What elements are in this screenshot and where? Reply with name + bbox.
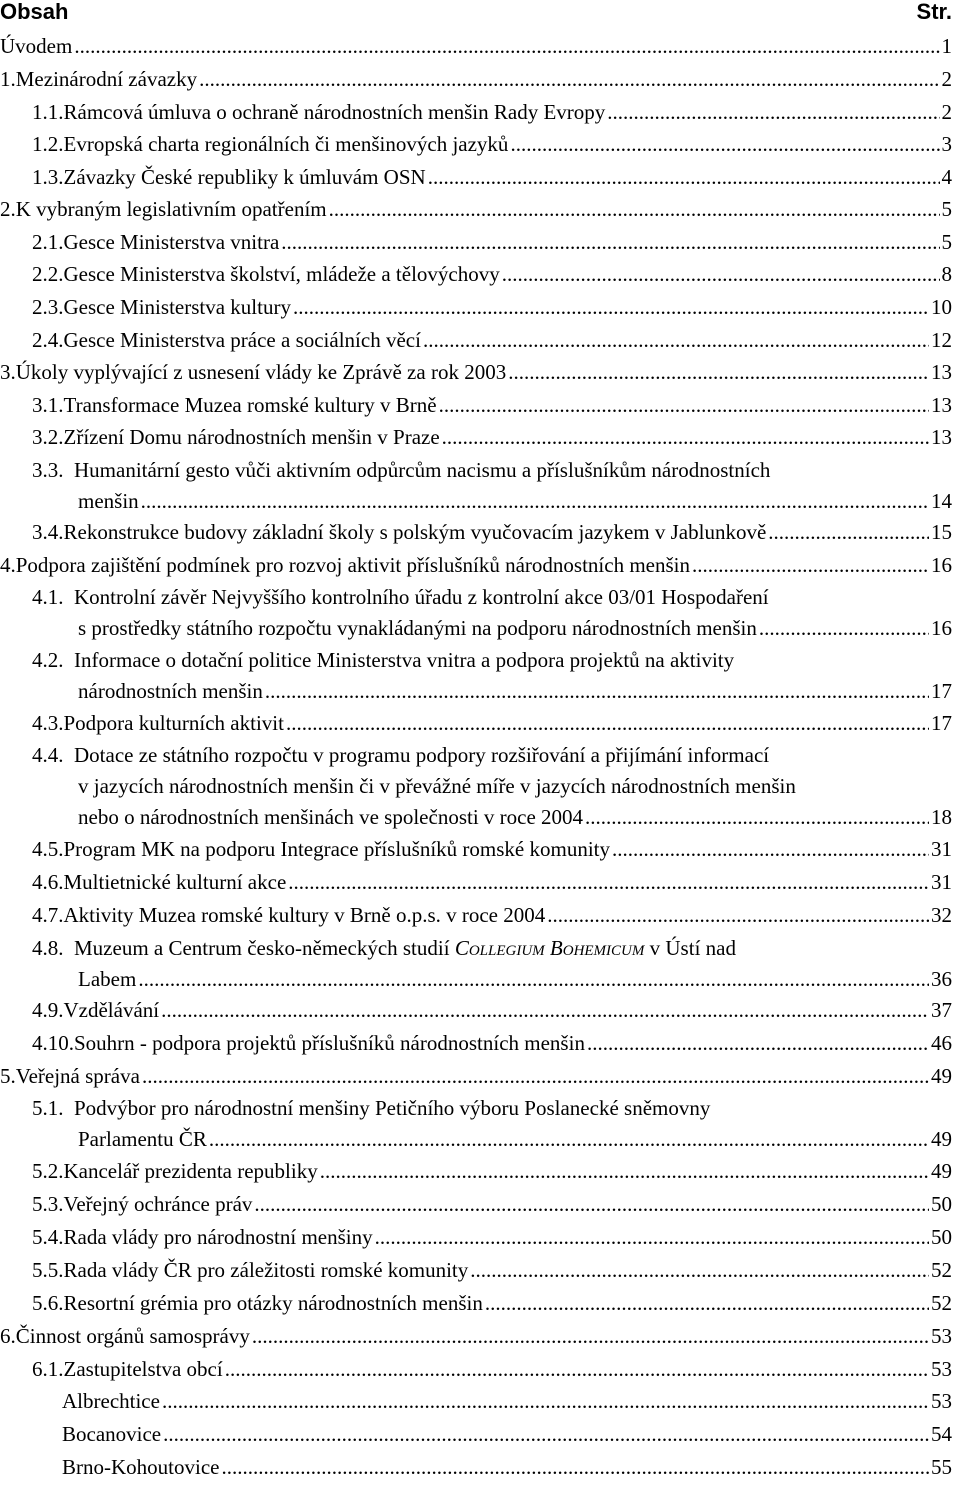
toc-entry-title: Program MK na podporu Integrace příslušníků romské komunity [63,837,610,861]
toc-entry-title: Albrechtice [62,1389,160,1413]
toc-entry-title: Humanitární gesto vůči aktivním odpůrcům nacismu a příslušníkům národnostních [74,458,771,482]
toc-entry-number: 4. [0,553,16,577]
toc-entry-page-number: 54 [931,1422,952,1446]
toc-entry-number: 5.5. [32,1258,64,1282]
toc-entry-title: Rámcová úmluva o ochraně národnostních menšin Rady Evropy [63,100,606,124]
dot-leader [138,965,929,994]
toc-entry-title: Dotace ze státního rozpočtu v programu podpory rozšiřování a přijímání informací [74,743,770,767]
toc-entry-title: Mezinárodní závazky [15,67,198,91]
toc-entry-page-number: 52 [931,1258,952,1282]
dot-leader [320,1157,929,1186]
toc-entry-page-number: 16 [931,553,952,577]
dot-leader [225,1355,929,1384]
dot-leader [281,228,939,257]
toc-entry-number: 3.2. [32,425,64,449]
toc-title: Obsah [0,0,69,24]
toc-entry-number: 5.3. [32,1192,64,1216]
toc-entry-title: Gesce Ministerstva práce a sociálních věcí [63,328,421,352]
toc-entry-page-number: 18 [931,805,952,829]
page-column-label: Str. [916,0,952,24]
toc-entry-page-number: 10 [931,295,952,319]
toc-entry-page-number: 2 [941,67,952,91]
dot-leader [162,1387,929,1416]
toc-entry-title: Rekonstrukce budovy základní školy s polským vyučovacím jazykem v Jablunkově [63,520,767,544]
toc-entry-page-number: 36 [931,967,952,991]
toc-entry-number: 5.6. [32,1291,64,1315]
toc-entry-title: Gesce Ministerstva školství, mládeže a tělovýchovy [63,262,500,286]
toc-entry-number: 4.6. [32,870,64,894]
toc-entry-page-number: 5 [941,197,952,221]
toc-entry-page-number: 50 [931,1192,952,1216]
toc-entry-number: 4.3. [32,711,64,735]
toc-entry-title: v jazycích národnostních menšin či v převážné míře v jazycích národnostních menšin [78,774,796,798]
toc-entry-title: Multietnické kulturní akce [63,870,287,894]
toc-entry-title: menšin [78,489,139,513]
toc-entry-title: Vzdělávání [63,998,160,1022]
toc-entry-page-number: 55 [931,1455,952,1479]
toc-entry-page-number: 37 [931,998,952,1022]
dot-leader [508,358,929,387]
toc-entry-title: Činnost orgánů samosprávy [15,1324,250,1348]
dot-leader [510,130,939,159]
dot-leader [199,65,939,94]
toc-entry-title: Úkoly vyplývající z usnesení vlády ke Zprávě za rok 2003 [15,360,507,384]
toc-entry-number: 4.4. [32,743,64,767]
dot-leader [163,1420,929,1449]
toc-entry-number: 5.2. [32,1159,64,1183]
toc-entry-number: 5.4. [32,1225,64,1249]
dot-leader [74,32,939,61]
toc-entry-title: nebo o národnostních menšinách ve společnosti v roce 2004 [78,805,584,829]
toc-entry-title: Bocanovice [62,1422,162,1446]
dot-leader [607,98,939,127]
toc-entry-title: Gesce Ministerstva vnitra [63,230,280,254]
toc-entry-number: 4.7. [32,903,64,927]
toc-entry-number: 2. [0,197,16,221]
toc-entry-title: Podpora zajištění podmínek pro rozvoj aktivit příslušníků národnostních menšin [15,553,690,577]
toc-entry-page-number: 1 [941,34,952,58]
toc-entry-page-number: 32 [931,903,952,927]
toc-entry-title: Labem [78,967,137,991]
dot-leader [209,1125,929,1154]
dot-leader [547,901,929,930]
toc-entry-page-number: 5 [941,230,952,254]
toc-entry-title: Transformace Muzea romské kultury v Brně [63,393,437,417]
toc-entry-number: 2.2. [32,262,64,286]
dot-leader [288,868,929,897]
toc-entry-number: 6. [0,1324,16,1348]
toc-entry-number: 3.1. [32,393,64,417]
dot-leader [254,1190,929,1219]
toc-entry-number: 4.10. [32,1031,74,1055]
toc-entry-title: Gesce Ministerstva kultury [63,295,291,319]
toc-entry-title: K vybraným legislativním opatřením [15,197,327,221]
toc-entry-title: Kancelář prezidenta republiky [63,1159,318,1183]
dot-leader [442,423,929,452]
toc-entry-page-number: 13 [931,425,952,449]
dot-leader [428,163,940,192]
toc-entry-title: národnostních menšin [78,679,263,703]
dot-leader [286,709,929,738]
toc-entry-page-number: 53 [931,1324,952,1348]
toc-entry-title: Úvodem [0,34,73,58]
toc-entry-title: Kontrolní závěr Nejvyššího kontrolního úřadu z kontrolní akce 03/01 Hospodaření [74,585,769,609]
toc-entry-page-number: 13 [931,360,952,384]
toc-entry-title: Parlamentu ČR [78,1127,207,1151]
toc-entry-number: 2.3. [32,295,64,319]
toc-entry-title: Veřejná správa [15,1064,140,1088]
dot-leader [585,803,929,832]
toc-header [0,0,952,24]
dot-leader [161,996,929,1025]
toc-entry-number: 3.4. [32,520,64,544]
toc-entry-number: 6.1. [32,1357,64,1381]
toc-entry-page-number: 17 [931,679,952,703]
dot-leader [142,1062,929,1091]
dot-leader [221,1453,929,1482]
toc-entry-number: 3.3. [32,458,64,482]
dot-leader [375,1223,929,1252]
toc-entry-number: 1.1. [32,100,64,124]
toc-entry-title: Muzeum a Centrum česko-německých studií Collegium Bohemicum v Ústí nad [74,936,736,960]
dot-leader [423,326,929,355]
toc-entry-title: Veřejný ochránce práv [63,1192,253,1216]
toc-entry-number: 5.1. [32,1096,64,1120]
toc-entry-page-number: 14 [931,489,952,513]
dot-leader [692,551,929,580]
toc-entry-page-number: 31 [931,870,952,894]
toc-entry-page-number: 17 [931,711,952,735]
toc-entry-title: Brno-Kohoutovice [62,1455,220,1479]
toc-entry-number: 4.2. [32,648,64,672]
dot-leader [252,1322,929,1351]
toc-entry-page-number: 15 [931,520,952,544]
toc-entry-page-number: 16 [931,616,952,640]
dot-leader [329,195,940,224]
dot-leader [587,1029,929,1058]
toc-entry-page-number: 31 [931,837,952,861]
toc-entry-number: 2.1. [32,230,64,254]
toc-entry-number: 2.4. [32,328,64,352]
toc-entry-title: Rada vlády pro národnostní menšiny [63,1225,373,1249]
toc-entry-page-number: 49 [931,1064,952,1088]
dot-leader [768,518,929,547]
toc-entry-page-number: 12 [931,328,952,352]
toc-entry-number: 4.5. [32,837,64,861]
toc-entry-number: 1. [0,67,16,91]
toc-entry-number: 1.3. [32,165,64,189]
toc-entry-title: Evropská charta regionálních či menšinových jazyků [63,132,509,156]
toc-entry-title: Rada vlády ČR pro záležitosti romské komunity [63,1258,469,1282]
toc-entry-page-number: 53 [931,1389,952,1413]
toc-entry-page-number: 3 [941,132,952,156]
toc-entry-number: 1.2. [32,132,64,156]
toc-entry-number: 3. [0,360,16,384]
toc-entry-page-number: 50 [931,1225,952,1249]
dot-leader [612,835,929,864]
toc-entry-title: Souhrn - podpora projektů příslušníků národnostních menšin [74,1031,585,1055]
dot-leader [502,260,940,289]
toc-entry-page-number: 4 [941,165,952,189]
toc-entry-title: Zřízení Domu národnostních menšin v Praze [63,425,440,449]
toc-entry-page-number: 49 [931,1127,952,1151]
dot-leader [759,614,929,643]
toc-entry-page-number: 52 [931,1291,952,1315]
dot-leader [439,391,929,420]
toc-entry-number: 4.1. [32,585,64,609]
toc-entry-title: Podpora kulturních aktivit [63,711,284,735]
dot-leader [470,1256,929,1285]
toc-entry-title: Závazky České republiky k úmluvám OSN [63,165,426,189]
toc-entry-page-number: 46 [931,1031,952,1055]
toc-entry-title: Zastupitelstva obcí [63,1357,223,1381]
toc-entry-title: Aktivity Muzea romské kultury v Brně o.p.s. v roce 2004 [63,903,546,927]
toc-entry-page-number: 13 [931,393,952,417]
toc-entry-page-number: 2 [941,100,952,124]
dot-leader [293,293,929,322]
toc-entry-page-number: 49 [931,1159,952,1183]
toc-entry-title: Resortní grémia pro otázky národnostních menšin [63,1291,483,1315]
toc-entry-page-number: 53 [931,1357,952,1381]
toc-entry-title: Podvýbor pro národnostní menšiny Petičního výboru Poslanecké sněmovny [74,1096,711,1120]
toc-entry-number: 5. [0,1064,16,1088]
toc-entry-page-number: 8 [941,262,952,286]
dot-leader [141,487,929,516]
toc-entry-number: 4.8. [32,936,64,960]
toc-entry-number: 4.9. [32,998,64,1022]
dot-leader [485,1289,929,1318]
toc-entry-title: s prostředky státního rozpočtu vynakládanými na podporu národnostních menšin [78,616,757,640]
dot-leader [265,677,929,706]
toc-entry-title: Informace o dotační politice Ministerstva vnitra a podpora projektů na aktivity [74,648,735,672]
